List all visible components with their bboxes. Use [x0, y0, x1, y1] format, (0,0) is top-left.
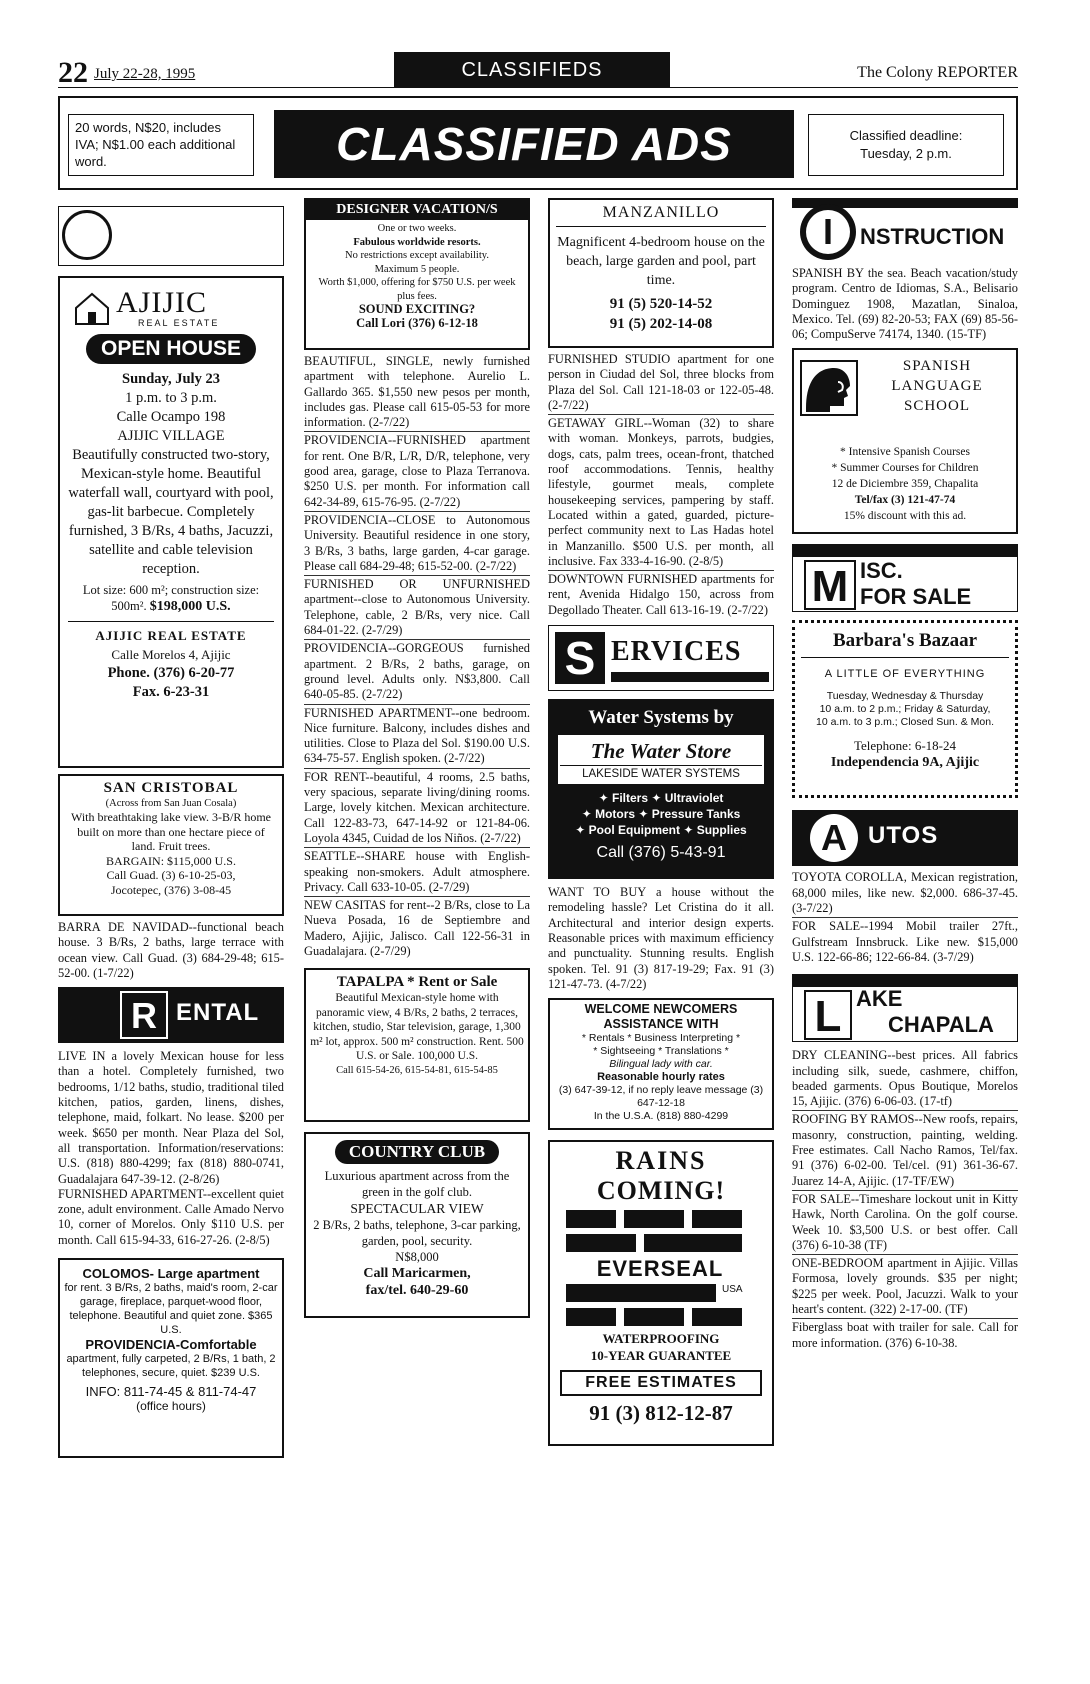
column-1	[58, 198, 284, 1668]
ajijic-logo	[68, 284, 274, 330]
welcome-line-2: * Sightseeing * Translations *	[593, 1045, 729, 1058]
deadline-value: Tuesday, 2 p.m.	[860, 146, 952, 161]
school-line-3: 12 de Diciembre 359, Chapalita	[831, 478, 979, 491]
col2-ad-5: PROVIDENCIA--GORGEOUS furnished apartment. 2 B/Rs, 2 baths, garage, on ground level. Adults only. N$3,800. Call 640-05-85. (2-7/22)	[304, 641, 530, 704]
real-estate-word2: ESTATE	[158, 234, 250, 261]
designer-line-6: SOUND EXCITING?	[358, 302, 476, 316]
col2-ad-2: PROVIDENCIA--FURNISHED apartment for rent. One B/R, L/R, D/R, telephone, very good area, garage, close to Plaza Terranova. $250 U.S. per month. For information call 642-34-89, 615-76-95. (2-7/22)	[304, 433, 530, 511]
col3-ad-2: GETAWAY GIRL--Woman (32) to share with woman. Monkeys, parrots, budgies, dogs, cats, palm trees, ocean-front, thatched roof accommodations. Tennis, healthy lifestyle, gourmet meals, complete housekeeping services, pampering by staff. Located within a gated, guarded, picture-perfect community next to Las Hadas hotel in Manzanillo. $500 U.S. per month, all inclusive. Fax 333-4-16-90. (2-8/5)	[548, 416, 774, 571]
designer-line-1: One or two weeks.	[377, 223, 457, 234]
rains-phone: 91 (3) 812-12-87	[589, 1401, 733, 1426]
country-club-details: 2 B/Rs, 2 baths, telephone, 3-car parking, garden, pool, security.	[313, 1218, 521, 1249]
designer-vacations-ad	[304, 198, 530, 350]
rental-ad-2: FURNISHED APARTMENT--excellent quiet zone, adult environment. Calle Amado Nervo 10, corner of Morelos. Only $110 U.S. per month. Call 615-94-33, 616-27-26. (2-8/5)	[58, 1186, 284, 1247]
everseal-logo	[554, 1210, 768, 1330]
san-cristobal-body: With breathtaking lake view. 3-B/R home built on more than one hectare piece of land. Fruit trees.	[70, 810, 272, 853]
water-line-1: ✦ Filters ✦ Ultraviolet	[598, 791, 724, 806]
issue-date: July 22-28, 1995	[94, 66, 196, 82]
masthead-title: CLASSIFIED ADS	[274, 110, 794, 178]
lake-ad-list	[792, 1048, 1018, 1352]
column-2	[304, 198, 530, 1668]
manzanillo-phone-1: 91 (5) 520-14-52	[609, 296, 713, 312]
misc-letter: M	[804, 560, 856, 610]
header-rule	[58, 87, 1018, 88]
lake-ad-5: Fiberglass boat with trailer for sale. Call for more information. (376) 6-10-38.	[792, 1320, 1018, 1350]
manzanillo-body: Magnificent 4-bedroom house on the beach, large garden and pool, part time.	[557, 235, 765, 288]
bazaar-line-2: 10 a.m. to 2 p.m.; Friday & Saturday,	[819, 703, 991, 716]
school-line-2: * Summer Courses for Children	[831, 462, 979, 475]
instruction-letter: I	[806, 210, 850, 254]
designer-line-2: Fabulous worldwide resorts.	[353, 236, 481, 248]
country-club-body: Luxurious apartment across from the green in the golf club.	[324, 1169, 510, 1200]
ajijic-logo-sub: REAL ESTATE	[138, 318, 220, 328]
real-estate-letter: R	[62, 210, 112, 260]
col2-ad-4: FURNISHED OR UNFURNISHED apartment--close to Autonomous University. Telephone, cable, 2 B/Rs, very nice. Call 684-01-22. (2-7/29)	[304, 577, 530, 640]
san-cristobal-title: SAN CRISTOBAL	[103, 780, 239, 796]
house-icon	[72, 290, 112, 326]
spanish-by-sea-ad: SPANISH BY the sea. Beach vacation/study program. Centro de Idiomas, S.A., Belisario Dominguez 1908, Mazatlan, Sinaloa, Mexico. Tel. (69) 82-20-53; FAX (69) 85-56-06; CompuServe 74174, 1340. (15-TF)	[792, 266, 1018, 342]
deadline-label: Classified deadline:	[849, 128, 963, 143]
col2-ad-1: BEAUTIFUL, SINGLE, newly furnished apartment with telephone. Aurelio L. Gallardo 365. $1,550 new pesos per month, includes gas. Please call 615-05-53 for more information. (2-7/22)	[304, 354, 530, 432]
welcome-line-4: Reasonable hourly rates	[597, 1071, 725, 1084]
san-cristobal-ad	[58, 774, 284, 916]
misc-word-1: ISC.	[860, 558, 903, 584]
tapalpa-body: Beautiful Mexican-style home with panoramic view, 4 B/Rs, 2 baths, 2 terraces, kitchen, studio, Star television, garage, 1,300 m² lot, approx. 500 m² construction. Rent. 500 U.S. or Sale. 100,000 U.S.	[310, 992, 524, 1063]
welcome-title-2: ASSISTANCE WITH	[603, 1017, 719, 1032]
lake-chapala-heading	[792, 974, 1018, 1044]
page-number: 22	[58, 56, 88, 89]
manzanillo-phone-2: 91 (5) 202-14-08	[609, 316, 713, 332]
welcome-line-1: * Rentals * Business Interpreting *	[581, 1032, 741, 1045]
tapalpa-call: Call 615-54-26, 615-54-81, 615-54-85	[336, 1064, 498, 1076]
instruction-heading	[792, 198, 1018, 264]
autos-ad-list	[792, 870, 1018, 966]
rains-line-1: WATERPROOFING	[602, 1331, 720, 1347]
colomos-info: INFO: 811-74-45 & 811-74-47	[85, 1384, 257, 1400]
water-line-3: ✦ Pool Equipment ✦ Supplies	[575, 823, 747, 838]
lake-ad-2: ROOFING BY RAMOS--New roofs, repairs, masonry, construction, painting, welding. Free estimates. Call Nacho Ramos, Tel/fax. 91 (376) 6-02-00. Tel/cel. (91) 361-36-67. Juarez 14-A, Ajijic. (17-TF/EW)	[792, 1112, 1018, 1190]
rental-heading	[58, 987, 284, 1043]
country-club-call: Call Maricarmen,	[363, 1266, 471, 1282]
speaking-head-icon	[800, 360, 858, 416]
autos-letter: A	[810, 814, 858, 862]
manzanillo-ad	[548, 198, 774, 348]
agency-fax: Fax. 6-23-31	[132, 684, 210, 700]
country-club-fax: fax/tel. 640-29-60	[365, 1283, 469, 1299]
spanish-school-ad	[792, 348, 1018, 534]
country-club-price: N$8,000	[395, 1250, 439, 1265]
water-store-name: The Water Store	[560, 737, 762, 766]
lake-ad-3: FOR SALE--Timeshare lockout unit in Kitty Hawk, North Carolina. On the golf course. Week 10. $3,500 U.S. or best offer. Call (376) 6-10-38 (TF)	[792, 1192, 1018, 1255]
colomos-body: for rent. 3 B/Rs, 2 baths, maid's room, 2-car garage, fireplace, parquet-wood floor, telephone. Beautiful and quiet zone. $365 U.S.	[64, 1282, 278, 1337]
autos-ad-2: FOR SALE--1994 Mobil trailer 27ft., Gulfstream Innsbruck. Like new. $15,000 U.S. 122-66-86; 122-66-84. (3-7/29)	[792, 919, 1018, 964]
open-house-address: Calle Ocampo 198	[116, 409, 226, 425]
country-club-view: SPECTACULAR VIEW	[350, 1201, 484, 1217]
colomos-hours: (office hours)	[136, 1399, 206, 1414]
page-header	[58, 52, 1018, 88]
manzanillo-title: MANZANILLO	[556, 204, 766, 227]
designer-line-7: Call Lori (376) 6-12-18	[356, 315, 478, 330]
col2-ad-7: FOR RENT--beautiful, 4 rooms, 2.5 baths, very spacious, separate living/dining rooms. Large, lovely kitchen. Mexican architecture. Call 122-83-73, 647-14-92 or 121-84-06. Loyola 4345, Cuidad de los Niños. (2-7/22)	[304, 770, 530, 848]
bazaar-title: Barbara's Bazaar	[801, 629, 1009, 658]
school-line-4: Tel/fax (3) 121-47-74	[854, 494, 956, 507]
rains-coming-ad	[548, 1140, 774, 1446]
providencia-body: apartment, fully carpeted, 2 B/Rs, 1 bath, 2 telephones, secure, quiet. $239 U.S.	[66, 1353, 276, 1380]
designer-line-4: Maximum 5 people.	[374, 263, 460, 275]
real-estate-heading	[58, 198, 284, 270]
column-3	[548, 198, 774, 1668]
autos-word: UTOS	[868, 822, 939, 850]
open-house-sizes: Lot size: 600 m²; construction size: 500m².	[82, 583, 260, 613]
agency-name: AJIJIC REAL ESTATE	[95, 628, 247, 643]
country-club-ad	[304, 1132, 530, 1318]
colomos-title: COLOMOS- Large apartment	[82, 1266, 260, 1282]
rains-title-2: COMING!	[596, 1176, 726, 1206]
designer-title: DESIGNER VACATION/S	[306, 200, 528, 220]
ajijic-open-house-ad	[58, 276, 284, 768]
col3-ad-3: DOWNTOWN FURNISHED apartments for rent, Avenida Hidalgo 150, across from Degollado Theater. Call 613-16-19. (2-7/22)	[548, 572, 774, 617]
services-heading	[548, 625, 774, 691]
welcome-newcomers-ad	[548, 998, 774, 1130]
barra-ad: BARRA DE NAVIDAD--functional beach house. 3 B/Rs, 2 baths, large terrace with ocean view. Call Guad. (3) 684-29-48; 615-52-00. (1-7/22)	[58, 920, 284, 980]
water-title: Water Systems by	[588, 707, 734, 729]
deadline-box	[808, 114, 1004, 176]
bazaar-address: Independencia 9A, Ajijic	[830, 755, 980, 771]
san-cristobal-call1: Call Guad. (3) 6-10-25-03,	[106, 868, 236, 882]
rains-line-2: 10-YEAR GUARANTEE	[590, 1348, 732, 1364]
colomos-ad	[58, 1258, 284, 1458]
rains-title-1: RAINS	[615, 1146, 707, 1176]
everseal-brand: EVERSEAL	[596, 1256, 724, 1282]
designer-line-3: No restrictions except availability.	[345, 250, 489, 261]
open-house-date: Sunday, July 23	[122, 371, 220, 387]
lake-word-2: CHAPALA	[888, 1012, 994, 1038]
lake-word-1: AKE	[856, 986, 903, 1012]
open-house-badge: OPEN HOUSE	[86, 334, 256, 364]
col2-ad-3: PROVIDENCIA--CLOSE to Autonomous University. Beautiful residence in one story, 3 B/Rs, 3 baths, large garden, 4-car garage. Please call 684-29-48; 615-52-00. (2-7/22)	[304, 513, 530, 576]
bazaar-phone: Telephone: 6-18-24	[854, 738, 956, 754]
providencia-title: PROVIDENCIA-Comfortable	[85, 1337, 257, 1353]
lake-ad-4: ONE-BEDROOM apartment in Ajijic. Villas Formosa, lovely grounds. $35 per night; $225 per week. Pool, Jacuzzi. Walk to your heart's content. (322) 2-17-00. (TF)	[792, 1256, 1018, 1319]
services-word: ERVICES	[611, 636, 742, 668]
misc-for-sale-heading	[792, 544, 1018, 614]
lake-letter: L	[804, 990, 852, 1040]
autos-ad-1: TOYOTA COROLLA, Mexican registration, 68,000 miles, like new. $2,000. 686-37-45. (3-7/22)	[792, 870, 1018, 918]
misc-word-2: FOR SALE	[860, 584, 972, 610]
water-store-ad	[548, 699, 774, 879]
pricing-box: 20 words, N$20, includes IVA; N$1.00 each additional word.	[68, 114, 254, 176]
autos-heading	[792, 810, 1018, 866]
section-label: CLASSIFIEDS	[394, 52, 670, 88]
bazaar-line-1: Tuesday, Wednesday & Thursday	[826, 690, 984, 703]
rental-word: ENTAL	[176, 999, 260, 1027]
lake-ad-1: DRY CLEANING--best prices. All fabrics including silk, suede, cashmere, chiffon, beaded garments. Opus Boutique, Morelos 15, Ajijic. (376) 6-06-03. (17-tf)	[792, 1048, 1018, 1111]
country-club-title: COUNTRY CLUB	[335, 1140, 499, 1164]
open-house-village: AJIJIC VILLAGE	[117, 428, 225, 444]
instruction-word: NSTRUCTION	[860, 224, 1005, 249]
water-call: Call (376) 5-43-91	[596, 844, 726, 862]
school-title-1: SPANISH	[902, 358, 972, 375]
want-to-buy-ad: WANT TO BUY a house without the remodeling hassle? Let Cristina do it all. Architectural and interior design experts. Reasonable prices with maximum efficiency and punctuality. Stunning results. English spoken. Tel. 91 (3) 817-19-29; Fax. 91 (3) 121-47-73. (4-7/22)	[548, 885, 774, 991]
school-line-1: * Intensive Spanish Courses	[839, 446, 970, 459]
rental-ad-1: LIVE IN a lovely Mexican house for less than a hotel. Completely furnished, two bedrooms, 1/12 baths, studio, traditional tiled kitchen, patios, garden, linens, dishes, telephone, maid, folkart. No lease. $200 per week. $650 per month. Near Plaza del Sol, all transportation. Information/reservations: U.S. (818) 880-4299; fax (818) 880-0741, Guadalajara 647-39-12. (2-8/26)	[58, 1049, 284, 1186]
school-title-3: SCHOOL	[903, 398, 970, 415]
column-4	[792, 198, 1018, 1668]
school-title-2: LANGUAGE	[891, 378, 983, 395]
real-estate-word1: EAL	[120, 210, 168, 237]
welcome-line-6: In the U.S.A. (818) 880-4299	[593, 1110, 729, 1123]
rental-letter: R	[120, 991, 168, 1039]
welcome-title-1: WELCOME NEWCOMERS	[584, 1002, 738, 1017]
water-line-2: ✦ Motors ✦ Pressure Tanks	[581, 807, 741, 822]
services-letter: S	[555, 632, 605, 684]
san-cristobal-price: BARGAIN: $115,000 U.S.	[106, 853, 236, 868]
water-store-sub: LAKESIDE WATER SYSTEMS	[582, 768, 740, 781]
free-estimates: FREE ESTIMATES	[560, 1370, 762, 1396]
masthead	[58, 96, 1018, 190]
bazaar-line-3: 10 a.m. to 3 p.m.; Closed Sun. & Mon.	[815, 716, 994, 729]
col3-ad-1: FURNISHED STUDIO apartment for one person in Ciudad del Sol, three blocks from Plaza del Sol. Call 121-18-03 or 122-05-48. (2-7/22)	[548, 352, 774, 415]
welcome-line-5: (3) 647-39-12, if no reply leave message (3) 647-12-18	[558, 1084, 764, 1110]
school-line-5: 15% discount with this ad.	[843, 510, 967, 523]
open-house-time: 1 p.m. to 3 p.m.	[125, 390, 217, 406]
paper-name: The Colony REPORTER	[857, 64, 1018, 81]
san-cristobal-call2: Jocotepec, (376) 3-08-45	[110, 882, 232, 897]
open-house-description: Beautifully constructed two-story, Mexican-style home. Beautiful waterfall wall, courtyard with pool, gas-lit barbecue. Completely furnished, 3 B/Rs, 4 baths, Jacuzzi, satellite and cable television reception.	[68, 447, 274, 577]
everseal-usa: USA	[722, 1284, 743, 1296]
agency-phone: Phone. (376) 6-20-77	[107, 665, 235, 681]
tapalpa-title: TAPALPA * Rent or Sale	[336, 974, 498, 991]
bazaar-tagline: A LITTLE OF EVERYTHING	[824, 668, 986, 681]
col3-ad-list	[548, 352, 774, 619]
col2-ad-6: FURNISHED APARTMENT--one bedroom. Nice furniture. Balcony, includes dishes and utilities. Close to Plaza del Sol. $190.00 U.S. 634-75-57. English spoken. (2-7/22)	[304, 706, 530, 769]
col2-ad-8: SEATTLE--SHARE house with English-speaking non-smokers. Adult atmosphere. Privacy. Call 633-10-05. (2-7/29)	[304, 849, 530, 897]
san-cristobal-subtitle: (Across from San Juan Cosala)	[105, 798, 237, 809]
col2-ad-9: NEW CASITAS for rent--2 B/Rs, close to La Nueva Posada, 16 de Septiembre and Madero, Ajijic, Jalisco. Call 122-56-31 in Guadalajara. (2-7/29)	[304, 898, 530, 958]
open-house-price: $198,000 U.S.	[149, 599, 231, 614]
welcome-line-3: Bilingual lady with car.	[609, 1058, 713, 1071]
barbaras-bazaar-ad	[792, 620, 1018, 798]
ajijic-logo-text: AJIJIC	[116, 286, 208, 319]
tapalpa-ad	[304, 968, 530, 1122]
agency-address: Calle Morelos 4, Ajijic	[111, 647, 231, 662]
designer-line-5: Worth $1,000, offering for $750 U.S. per week plus fees.	[318, 277, 516, 302]
col2-ad-list	[304, 354, 530, 960]
